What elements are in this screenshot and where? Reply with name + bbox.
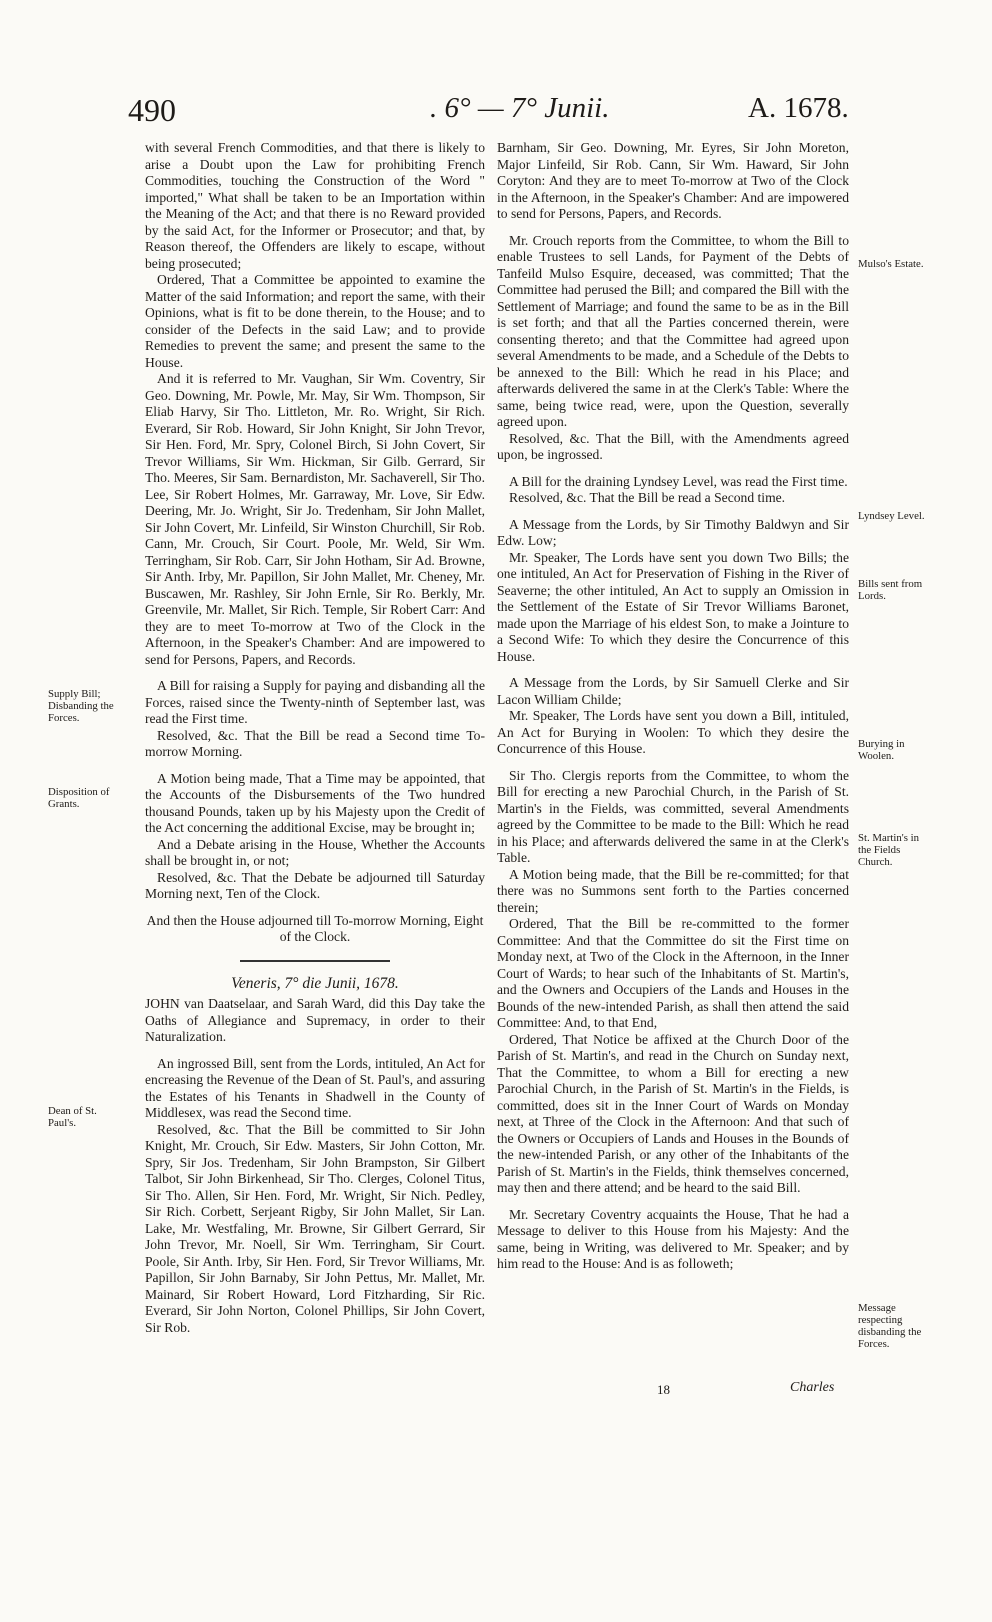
catchword: Charles bbox=[790, 1380, 835, 1395]
page-date-header: . 6° — 7° Junii. bbox=[430, 92, 610, 124]
right-column bbox=[497, 140, 849, 1273]
paragraph: A Motion being made, That a Time may be appointed, that the Accounts of the Disbursements of the Two hundred thousand Pounds, taken up by his Majesty upon the Credit of the Act concerning the additional Excise, may be brought in; bbox=[145, 770, 485, 835]
paragraph: with several French Commodities, and that there is likely to arise a Doubt upon the Law for prohibiting French Commodities, touching the Construction of the Word " imported," What shall be taken to be an Importation within the Meaning of the Act; and that there is no Reward provided by the said Act, for the Informer or Prosecutor; and that, by Reason thereof, the Offenders are likely to escape, without being prosecuted; bbox=[145, 140, 485, 271]
paragraph: Resolved, &c. That the Debate be adjourned till Saturday Morning next, Ten of the Clock. bbox=[145, 869, 485, 901]
paragraph: Sir Tho. Clergis reports from the Committee, to whom the Bill for erecting a new Parochial Church, in the Parish of St. Martin's in the Fields, was committed, several Amendments agreed by the Committee to be made to the Bill: Which he read in his Place; and afterwards delivered the same in at the Clerk's Table. bbox=[497, 767, 849, 865]
paragraph: And a Debate arising in the House, Whether the Accounts shall be brought in, or not; bbox=[145, 836, 485, 868]
paragraph: Resolved, &c. That the Bill be read a Second time. bbox=[509, 490, 786, 505]
paragraph: Resolved, &c. That the Bill be read a Second time To-morrow Morning. bbox=[145, 727, 485, 759]
margin-note-message: Message respecting disbanding the Forces. bbox=[858, 1302, 922, 1350]
paragraph: Mr. Secretary Coventry acquaints the House, That he had a Message to deliver to this House from his Majesty: And the same, being in Writing, was delivered to Mr. Speaker; and by him read to the House: And is as followeth; bbox=[497, 1206, 849, 1271]
adjournment-note: And then the House adjourned till To-morrow Morning, Eight of the Clock. bbox=[146, 912, 484, 944]
paragraph: A Message from the Lords, by Sir Samuell Clerke and Sir Lacon William Childe; bbox=[497, 675, 849, 707]
paragraph: Ordered, That the Bill be re-committed to the former Committee: And that the Committee do sit the First time on Monday next, at Two of the Clock in the Afternoon, in the Inner Court of Wards; to hear such of the Inhabitants of St. Martin's, and the Owners and Occupiers of the Lands and Houses in the Bounds of the new-intended Parish, as shall then attend the said Committee: And, to that End, bbox=[497, 916, 849, 1030]
margin-note-bills-sent: Bills sent from Lords. bbox=[858, 578, 923, 602]
margin-note-mulso: Mulso's Estate. bbox=[858, 258, 924, 270]
paragraph: A Message from the Lords, by Sir Timothy Baldwyn and Sir Edw. Low; bbox=[497, 516, 849, 548]
paragraph: A Motion being made, that the Bill be re-committed; for that there was no Summons sent forth to the Parties concerned therein; bbox=[497, 866, 849, 915]
paragraph: Mr. Speaker, The Lords have sent you down Two Bills; the one intituled, An Act for Preservation of Fishing in the River of Seaverne; the other intituled, An Act to supply an Omission in the Settlement of the Estate of Sir Trevor Williams Baronet, made upon the Marriage of his eldest Son, to make a Jointure to a Second Wife: To which they desire the Concurrence of this House. bbox=[497, 549, 849, 664]
paragraph: And it is referred to Mr. Vaughan, Sir Wm. Coventry, Sir Geo. Downing, Mr. Powle, Mr. May, Sir Wm. Thompson, Sir Eliab Harvy, Sir Tho. Littleton, Mr. Ro. Wright, Sir Rich. Everard, Sir Rob. Howard, Sir John Knight, Sir John Trevor, Sir Hen. Ford, Mr. Spry, Colonel Birch, Si John Covert, Sir Trevor Williams, Sir Wm. Hickman, Sir Gilb. Gerrard, Sir Tho. Meeres, Sir Sam. Bernardiston, Mr. Sachaverell, Sir Tho. Lee, Sir Robert Holmes, Mr. Garraway, Mr. Love, Sir Edw. Deering, Mr. Jo. Wright, Sir Jo. Tredenham, Sir John Mallet, Sir John Covert, Mr. Linfeild, Sir Winston Churchill, Sir Rob. Cann, Mr. Crouch, Sir Court. Poole, Mr. Weld, Sir Wm. Terringham, Sir Rob. Carr, Sir John Hotham, Sir Ad. Browne, Sir Anth. Irby, Mr. Papillon, Sir John Mallet, Mr. Cheney, Mr. Buscawen, Mr. Rashley, Sir John Ernle, Sir Ro. Berkly, Mr. Greenvile, Mr. Mallet, Sir Rich. Temple, Sir Robert Carr: And they are to meet To-morrow at Two of the Clock in the Afternoon, in the Speaker's Chamber: And are impowered to send for Persons, Papers, and Records. bbox=[145, 371, 485, 667]
paragraph: Mr. Crouch reports from the Committee, to whom the Bill to enable Trustees to sell Lands, for Payment of the Debts of Tanfeild Mulso Esquire, deceased, was committed; That the Committee had perused the Bill; and compared the Bill with the Settlement of Marriage; and found the same to be as in the Bill is set forth; and that all the Parties concerned therein, were consenting thereto; and that the Committee had agreed upon several Amendments to be made, and a Schedule of the Debts to be annexed to the Bill: Which he read in his Place; and afterwards delivered the same in at the Clerk's Table: Where the same, being twice read, were, upon the Question, severally agreed upon. bbox=[497, 232, 849, 429]
margin-note-lyndsey: Lyndsey Level. bbox=[858, 510, 925, 522]
paragraph: Ordered, That a Committee be appointed to examine the Matter of the said Information; and report the same, with their Opinions, what is fit to be done therein, to the House; and to consider of the Defects in the said Law; and to provide Remedies to prevent the same; and present the same to the House. bbox=[145, 272, 485, 370]
day-heading: Veneris, 7° die Junii, 1678. bbox=[231, 974, 399, 992]
page-year-header: A. 1678. bbox=[748, 92, 849, 124]
paragraph: JOHN van Daatselaar, and Sarah Ward, did this Day take the Oaths of Allegiance and Supremacy, in order to their Naturalization. bbox=[145, 996, 485, 1044]
margin-note-grants: Disposition of Grants. bbox=[48, 786, 110, 810]
page-number: 490 bbox=[128, 92, 176, 128]
margin-note-burying: Burying in Woolen. bbox=[858, 738, 905, 762]
section-divider bbox=[240, 960, 390, 962]
margin-note-supply: Supply Bill; Disbanding the Forces. bbox=[48, 688, 114, 724]
paragraph: An ingrossed Bill, sent from the Lords, intituled, An Act for encreasing the Revenue of the Dean of St. Paul's, and assuring the Estates of his Tenants in Shadwell in the County of Middlesex, was read the Second time. bbox=[145, 1055, 485, 1120]
paragraph: Mr. Speaker, The Lords have sent you down a Bill, intituled, An Act for Burying in Woolen: To which they desire the Concurrence of this House. bbox=[497, 708, 849, 756]
left-column bbox=[145, 140, 485, 1336]
margin-note-st-martins: St. Martin's in the Fields Church. bbox=[858, 832, 920, 868]
paragraph: Resolved, &c. That the Bill be committed to Sir John Knight, Mr. Crouch, Sir Edw. Masters, Sir John Cotton, Mr. Spry, Sir Jos. Tredenham, Sir John Brampston, Sir Gilbert Talbot, Sir John Birkenhead, Sir Tho. Clerges, Colonel Titus, Sir Tho. Allen, Sir Hen. Ford, Mr. Wright, Sir Nich. Pedley, Sir Rich. Corbett, Serjeant Rigby, Sir John Mallet, Sir Lan. Lake, Mr. Westfaling, Mr. Browne, Sir Gilbert Gerrard, Sir John Trevor, Mr. Noell, Sir Wm. Terringham, Sir Court. Poole, Sir Anth. Irby, Sir Hen. Ford, Sir Trevor Williams, Mr. Papillon, Sir John Barnaby, Sir John Pettus, Mr. Mallet, Mr. Mainard, Sir Robert Howard, Lord Fitzharding, Sir Ric. Everard, Sir John Norton, Colonel Phillips, Sir John Covert, Sir Rob. bbox=[145, 1121, 485, 1335]
paragraph: Barnham, Sir Geo. Downing, Mr. Eyres, Sir John Moreton, Major Linfeild, Sir Rob. Cann, Sir Wm. Haward, Sir John Coryton: And they are to meet To-morrow at Two of the Clock in the Afternoon, in the Speaker's Chamber: And are impowered to send for Persons, Papers, and Records. bbox=[497, 140, 849, 221]
paragraph: Ordered, That Notice be affixed at the Church Door of the Parish of St. Martin's, and read in the Church on Sunday next, That the Committee, to whom a Bill for erecting a new Parochial Church, in the Parish of St. Martin's in the Fields, is committed, does sit in the Inner Court of Wards on Monday next, at Three of the Clock in the Afternoon: And that such of the Owners or Occupiers of Lands and Houses in the Bounds of the new-intended Parish, or any other of the Inhabitants of the Parish of St. Martin's in the Fields, think themselves concerned, may then and there attend; and be heard to the said Bill. bbox=[497, 1031, 849, 1195]
paragraph: A Bill for raising a Supply for paying and disbanding all the Forces, raised since the Twenty-ninth of September last, was read the First time. bbox=[145, 678, 485, 726]
margin-note-dean: Dean of St. Paul's. bbox=[48, 1105, 97, 1129]
signature-mark: 18 bbox=[657, 1382, 670, 1397]
paragraph: Resolved, &c. That the Bill, with the Amendments agreed upon, be ingrossed. bbox=[497, 430, 849, 462]
paragraph: A Bill for the draining Lyndsey Level, was read the First time. bbox=[509, 473, 848, 489]
